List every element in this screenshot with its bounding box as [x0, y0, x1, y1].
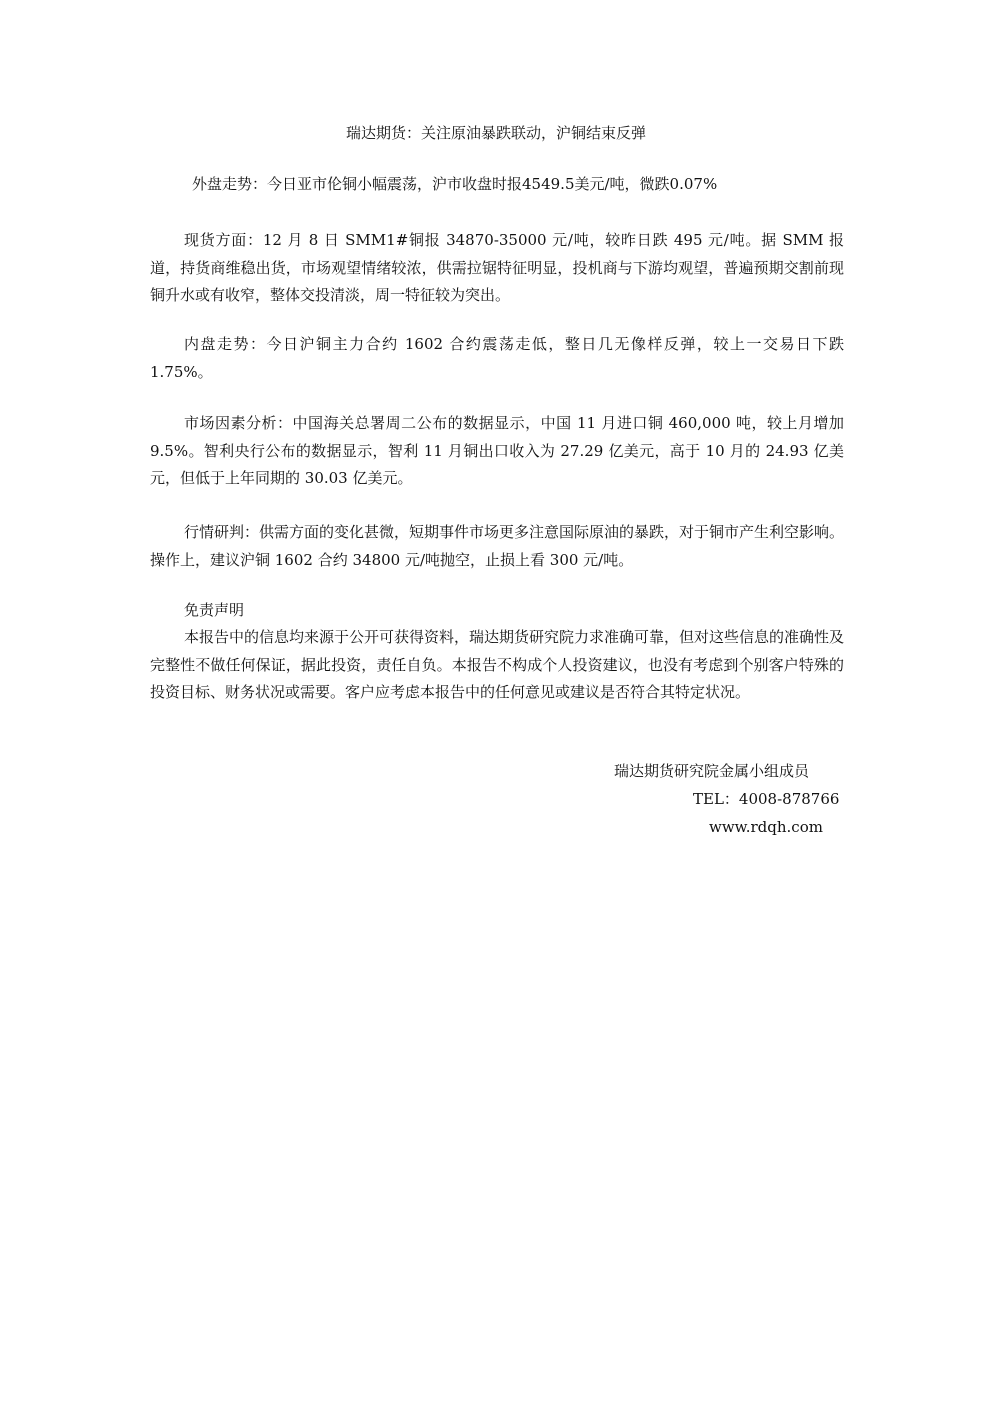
- disclaimer-paragraph: 本报告中的信息均来源于公开可获得资料，瑞达期货研究院力求准确可靠，但对这些信息的准确性及完整性不做任何保证，据此投资，责任自负。本报告不构成个人投资建议，也没有考虑到个别客户特殊的投资目标、财务状况或需要。客户应考虑本报告中的任何意见或建议是否符合其特定状况。: [150, 628, 845, 701]
- spot-market-paragraph: 现货方面：12 月 8 日 SMM1#铜报 34870-35000 元/吨，较昨日跌 495 元/吨。据 SMM 报道，持货商维稳出货，市场观望情绪较浓，供需拉锯特征明显，投机商与下游均观望，普遍预期交割前现铜升水或有收窄，整体交投清淡，周一特征较为突出。: [150, 231, 844, 304]
- outer-market-paragraph: 外盘走势：今日亚市伦铜小幅震荡，沪市收盘时报4549.5美元/吨，微跌0.07%: [192, 175, 718, 193]
- market-judgment-paragraph: 行情研判：供需方面的变化甚微，短期事件市场更多注意国际原油的暴跌，对于铜市产生利空影响。操作上，建议沪铜 1602 合约 34800 元/吨抛空，止损上看 300 元/吨。: [150, 523, 845, 569]
- signature-team: 瑞达期货研究院金属小组成员: [614, 762, 810, 780]
- signature-telephone: TEL：4008-878766: [693, 790, 840, 808]
- disclaimer-heading: 免责声明: [184, 601, 245, 619]
- inner-market-paragraph: 内盘走势：今日沪铜主力合约 1602 合约震荡走低，整日几无像样反弹，较上一交易日下跌 1.75%。: [150, 335, 844, 381]
- signature-website: www.rdqh.com: [709, 818, 823, 836]
- market-factors-paragraph: 市场因素分析：中国海关总署周二公布的数据显示，中国 11 月进口铜 460,000 吨，较上月增加 9.5%。智利央行公布的数据显示，智利 11 月铜出口收入为 27.29 亿美元，高于 10 月的 24.93 亿美元，但低于上年同期的 30.03 亿美元。: [150, 414, 844, 487]
- document-title: 瑞达期货：关注原油暴跌联动，沪铜结束反弹: [345, 124, 646, 142]
